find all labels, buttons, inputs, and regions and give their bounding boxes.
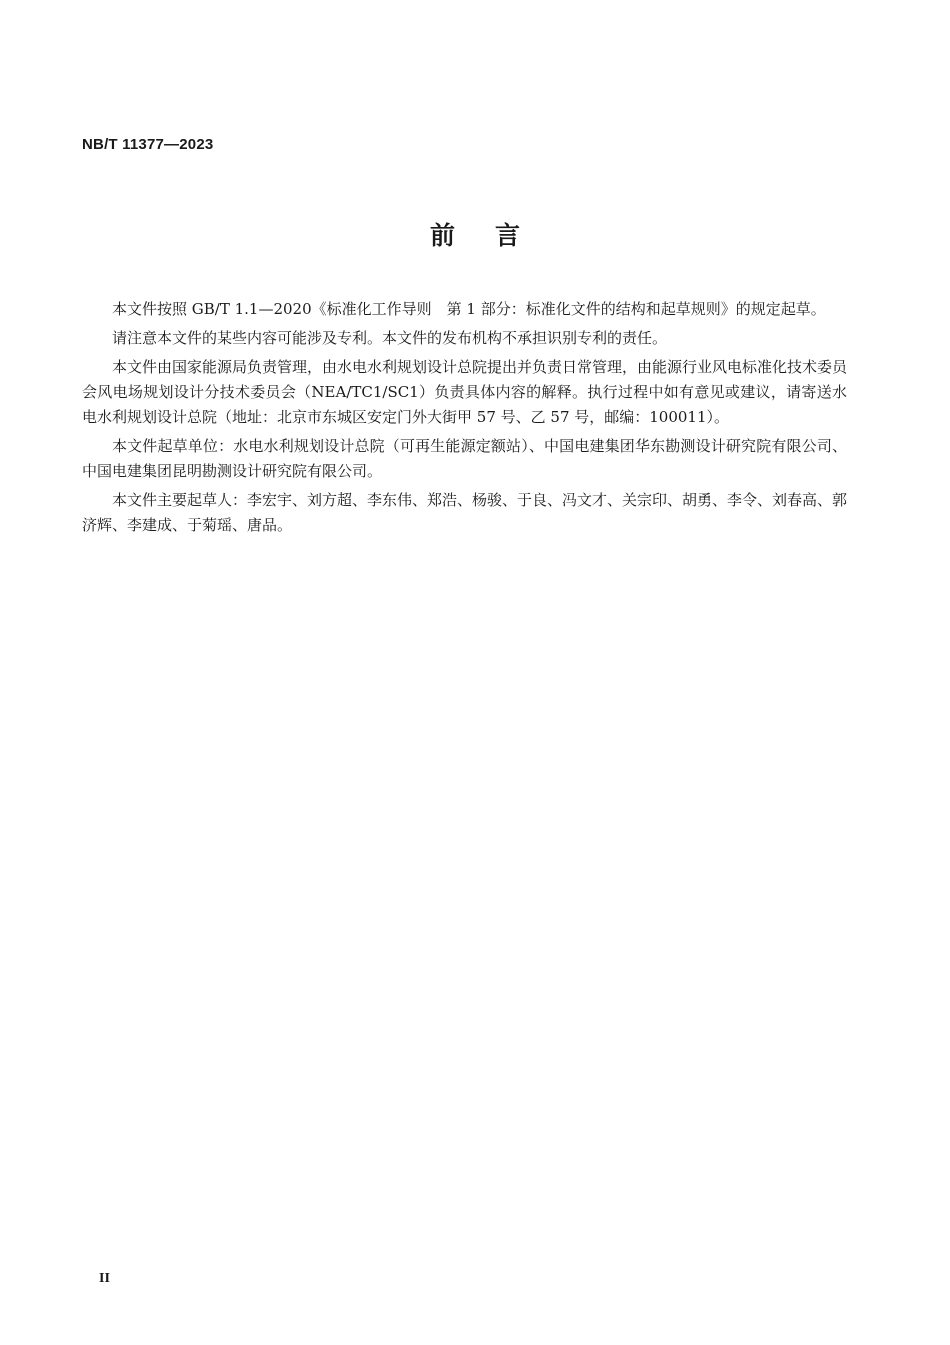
foreword-body <box>82 297 847 542</box>
paragraph-drafters: 本文件主要起草人：李宏宇、刘方超、李东伟、郑浩、杨骏、于良、冯文才、关宗印、胡勇、李令、刘春高、郭济辉、李建成、于菊瑶、唐品。 <box>82 491 848 534</box>
paragraph-drafting-rules: 本文件按照 GB/T 1.1—2020《标准化工作导则 第 1 部分：标准化文件的结构和起草规则》的规定起草。 <box>112 300 826 318</box>
page-title: 前言 <box>429 221 560 250</box>
paragraph-management: 本文件由国家能源局负责管理，由水电水利规划设计总院提出并负责日常管理，由能源行业风电标准化技术委员会风电场规划设计分技术委员会（NEA/TC1/SC1）负责具体内容的解释。执行过程中如有意见或建议，请寄送水电水利规划设计总院（地址：北京市东城区安定门外大街甲 57 号、乙 57 号，邮编：100011）。 <box>82 358 848 426</box>
document-number: NB/T 11377—2023 <box>82 136 214 153</box>
page-number: II <box>99 1271 110 1286</box>
paragraph-patent-notice: 请注意本文件的某些内容可能涉及专利。本文件的发布机构不承担识别专利的责任。 <box>112 329 668 347</box>
paragraph-drafting-units: 本文件起草单位：水电水利规划设计总院（可再生能源定额站）、中国电建集团华东勘测设计研究院有限公司、中国电建集团昆明勘测设计研究院有限公司。 <box>82 437 847 480</box>
